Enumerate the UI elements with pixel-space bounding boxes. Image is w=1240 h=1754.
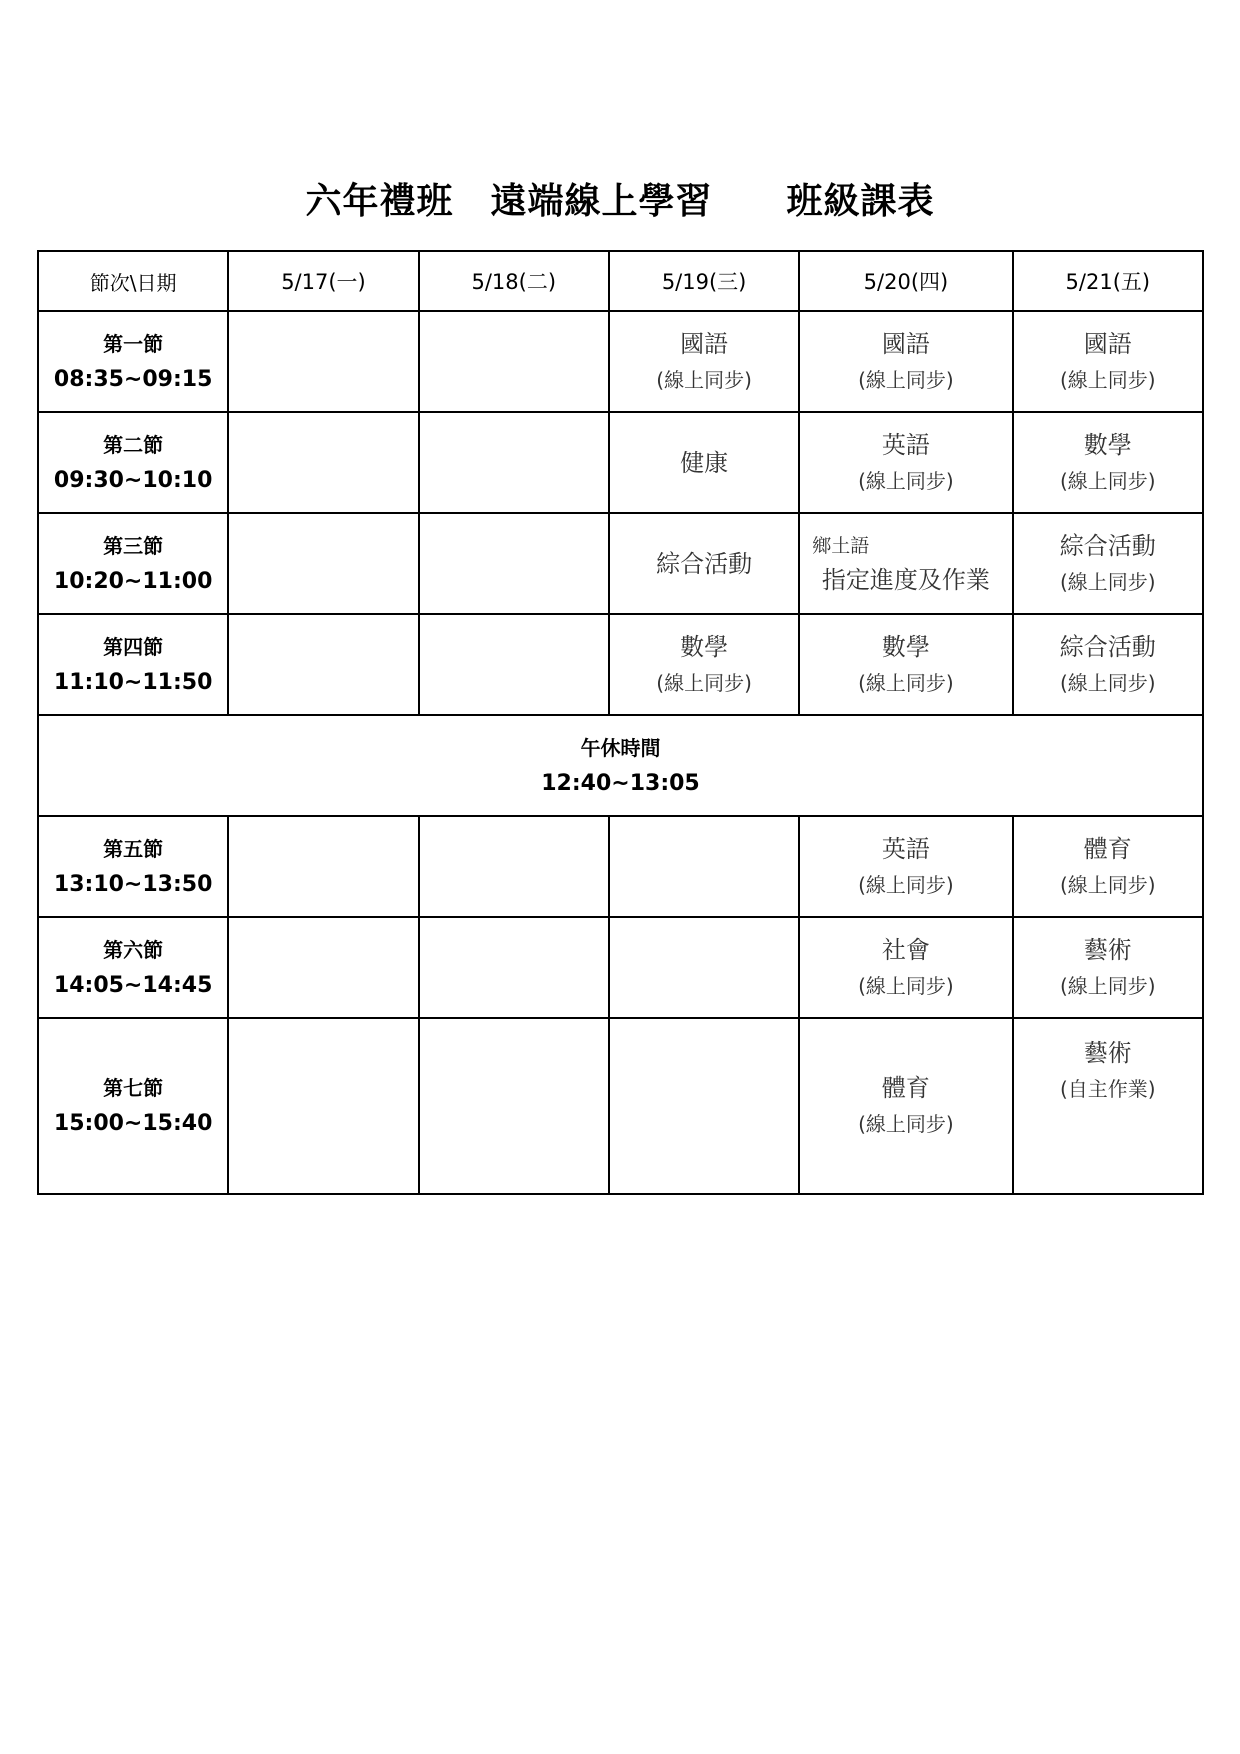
subject-name: 體育: [1083, 834, 1132, 863]
schedule-cell-wed: [609, 311, 799, 412]
schedule-cell-thu: [799, 412, 1012, 513]
period-label-cell: [38, 412, 228, 513]
period-time: 11:10~11:50: [53, 669, 213, 695]
subject-label: 鄉土語: [812, 534, 870, 557]
period-time: 10:20~11:00: [53, 568, 213, 594]
period-label-cell: [38, 1018, 228, 1194]
day-header-mon: 5/17(一): [228, 251, 418, 311]
period-row: [38, 1018, 1203, 1194]
period-name: 第四節: [103, 634, 164, 659]
schedule-cell-tue: [419, 917, 609, 1018]
subject-name: 國語: [881, 329, 930, 358]
schedule-cell-tue: [419, 513, 609, 614]
subject-note: (線上同步): [858, 468, 954, 493]
period-name: 第一節: [103, 331, 164, 356]
schedule-cell-thu: [799, 614, 1012, 715]
subject-note: (線上同步): [1060, 468, 1156, 493]
schedule-cell-fri: [1013, 412, 1203, 513]
subject-note: (自主作業): [1060, 1077, 1156, 1101]
period-name: 第三節: [103, 533, 164, 558]
subject-name: 健康: [680, 448, 729, 477]
subject-name: 綜合活動: [656, 549, 753, 578]
schedule-cell-tue: [419, 614, 609, 715]
schedule-cell-mon: [228, 311, 418, 412]
schedule-cell-fri: [1013, 311, 1203, 412]
period-time: 09:30~10:10: [53, 467, 213, 493]
period-time: 15:00~15:40: [53, 1111, 213, 1136]
subject-note: (線上同步): [656, 367, 752, 392]
schedule-cell-mon: [228, 816, 418, 917]
period-row: [38, 311, 1203, 412]
subject-note: (線上同步): [858, 367, 954, 392]
schedule-cell-thu: [799, 311, 1012, 412]
period-row: [38, 917, 1203, 1018]
schedule-cell-fri: [1013, 614, 1203, 715]
schedule-cell-wed: [609, 513, 799, 614]
subject-note: (線上同步): [656, 670, 752, 695]
schedule-cell-wed: [609, 614, 799, 715]
schedule-cell-mon: [228, 917, 418, 1018]
subject-name: 英語: [881, 834, 930, 863]
subject-name: 社會: [881, 935, 930, 964]
day-header-fri: 5/21(五): [1013, 251, 1203, 311]
subject-note: (線上同步): [1060, 367, 1156, 392]
day-header-thu: 5/20(四): [799, 251, 1012, 311]
lunch-time: 12:40~13:05: [541, 770, 700, 796]
schedule-cell-wed: [609, 1018, 799, 1194]
day-header-tue: 5/18(二): [419, 251, 609, 311]
period-label-cell: [38, 917, 228, 1018]
schedule-cell-wed: [609, 917, 799, 1018]
subject-name: 英語: [881, 430, 930, 459]
day-header-wed: 5/19(三): [609, 251, 799, 311]
subject-name: 綜合活動: [1059, 632, 1156, 661]
schedule-cell-fri: [1013, 1018, 1203, 1194]
subject-name: 國語: [1083, 329, 1132, 358]
schedule-cell-thu: [799, 1018, 1012, 1194]
class-schedule-table: [37, 250, 1204, 1195]
schedule-cell-wed: [609, 412, 799, 513]
subject-name: 數學: [1083, 430, 1132, 459]
subject-note: (線上同步): [1060, 973, 1156, 998]
header-row: [38, 251, 1203, 311]
subject-name: 體育: [881, 1074, 930, 1102]
period-label-cell: [38, 311, 228, 412]
lunch-cell: [38, 715, 1203, 816]
schedule-cell-thu: [799, 917, 1012, 1018]
period-label-cell: [38, 513, 228, 614]
corner-header: 節次\日期: [38, 251, 228, 311]
subject-note: (線上同步): [1060, 670, 1156, 695]
period-name: 第六節: [103, 937, 164, 962]
period-name: 第五節: [103, 836, 164, 861]
schedule-cell-tue: [419, 816, 609, 917]
subject-name: 數學: [680, 632, 729, 661]
schedule-cell-mon: [228, 412, 418, 513]
schedule-cell-mon: [228, 513, 418, 614]
period-row: [38, 614, 1203, 715]
subject-name: 綜合活動: [1059, 531, 1156, 560]
schedule-cell-thu: [799, 816, 1012, 917]
subject-name: 指定進度及作業: [821, 565, 990, 594]
schedule-cell-mon: [228, 1018, 418, 1194]
subject-note: (線上同步): [858, 872, 954, 897]
subject-name: 數學: [881, 632, 930, 661]
period-name: 第七節: [103, 1076, 164, 1100]
lunch-row: [38, 715, 1203, 816]
subject-note: (線上同步): [1060, 569, 1156, 594]
schedule-cell-tue: [419, 311, 609, 412]
page-title: 六年禮班 遠端線上學習 班級課表: [305, 181, 935, 222]
schedule-cell-thu: [799, 513, 1012, 614]
subject-name: 國語: [680, 329, 729, 358]
schedule-cell-fri: [1013, 917, 1203, 1018]
subject-note: (線上同步): [858, 670, 954, 695]
period-row: [38, 412, 1203, 513]
period-row: [38, 513, 1203, 614]
subject-name: 藝術: [1083, 1039, 1132, 1067]
period-name: 第二節: [103, 432, 164, 457]
period-label-cell: [38, 816, 228, 917]
period-label-cell: [38, 614, 228, 715]
schedule-cell-mon: [228, 614, 418, 715]
period-time: 14:05~14:45: [53, 972, 213, 998]
period-time: 08:35~09:15: [53, 366, 213, 392]
period-time: 13:10~13:50: [53, 871, 213, 897]
schedule-cell-tue: [419, 1018, 609, 1194]
subject-name: 藝術: [1083, 935, 1132, 964]
subject-note: (線上同步): [858, 1112, 954, 1136]
subject-note: (線上同步): [1060, 872, 1156, 897]
period-row: [38, 816, 1203, 917]
schedule-cell-wed: [609, 816, 799, 917]
schedule-cell-tue: [419, 412, 609, 513]
lunch-name: 午休時間: [580, 735, 661, 760]
schedule-cell-fri: [1013, 816, 1203, 917]
subject-note: (線上同步): [858, 973, 954, 998]
schedule-cell-fri: [1013, 513, 1203, 614]
